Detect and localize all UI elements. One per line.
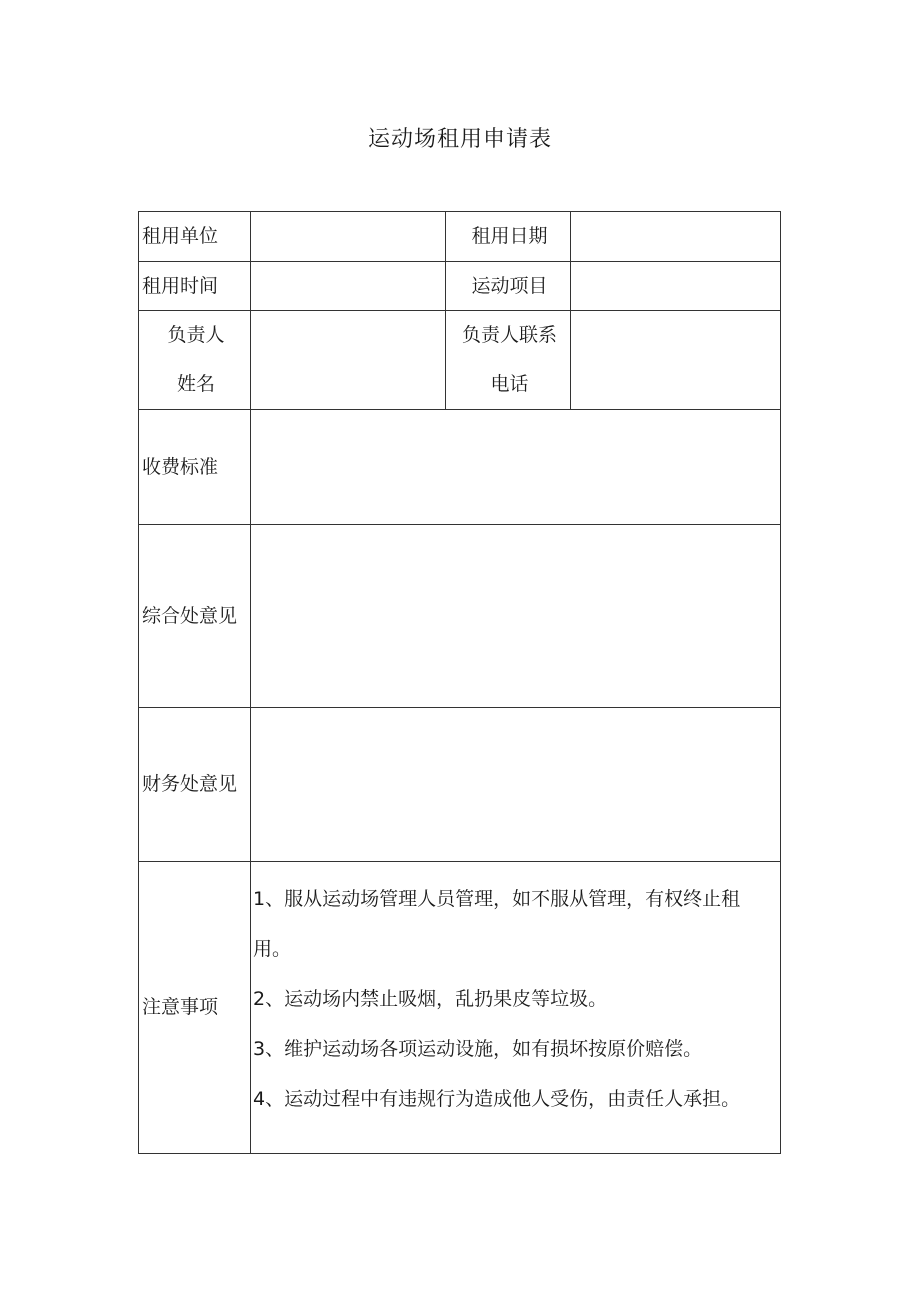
general-office-label: 综合处意见 bbox=[139, 525, 251, 708]
rent-date-label: 租用日期 bbox=[446, 212, 571, 262]
leader-phone-label bbox=[446, 311, 571, 410]
finance-office-label: 财务处意见 bbox=[139, 708, 251, 862]
leader-name-field[interactable] bbox=[251, 311, 446, 410]
leader-name-label bbox=[139, 311, 251, 410]
rent-date-field[interactable] bbox=[571, 212, 781, 262]
application-form bbox=[138, 211, 781, 1154]
notes-label: 注意事项 bbox=[139, 862, 251, 1154]
note-item: 3、维护运动场各项运动设施，如有损坏按原价赔偿。 bbox=[253, 1038, 703, 1060]
notes-content bbox=[251, 862, 781, 1154]
leader-name-label-line1: 负责人 bbox=[167, 324, 225, 346]
finance-office-opinion-field[interactable] bbox=[251, 708, 781, 862]
sport-item-field[interactable] bbox=[571, 262, 781, 311]
fee-field[interactable] bbox=[251, 410, 781, 525]
general-office-opinion-field[interactable] bbox=[251, 525, 781, 708]
rent-time-field[interactable] bbox=[251, 262, 446, 311]
page-title: 运动场租用申请表 bbox=[367, 127, 552, 152]
fee-label: 收费标准 bbox=[139, 410, 251, 525]
note-item: 1、服从运动场管理人员管理，如不服从管理，有权终止租用。 bbox=[253, 888, 741, 960]
note-item: 4、运动过程中有违规行为造成他人受伤，由责任人承担。 bbox=[253, 1088, 741, 1110]
rent-time-label: 租用时间 bbox=[139, 262, 251, 311]
note-item: 2、运动场内禁止吸烟，乱扔果皮等垃圾。 bbox=[253, 988, 608, 1010]
leader-name-label-line2: 姓名 bbox=[176, 373, 215, 395]
sport-item-label: 运动项目 bbox=[446, 262, 571, 311]
leader-phone-label-line1: 负责人联系 bbox=[461, 324, 557, 346]
leader-phone-label-line2: 电话 bbox=[490, 373, 529, 395]
leader-phone-field[interactable] bbox=[571, 311, 781, 410]
rent-unit-field[interactable] bbox=[251, 212, 446, 262]
rent-unit-label: 租用单位 bbox=[139, 212, 251, 262]
